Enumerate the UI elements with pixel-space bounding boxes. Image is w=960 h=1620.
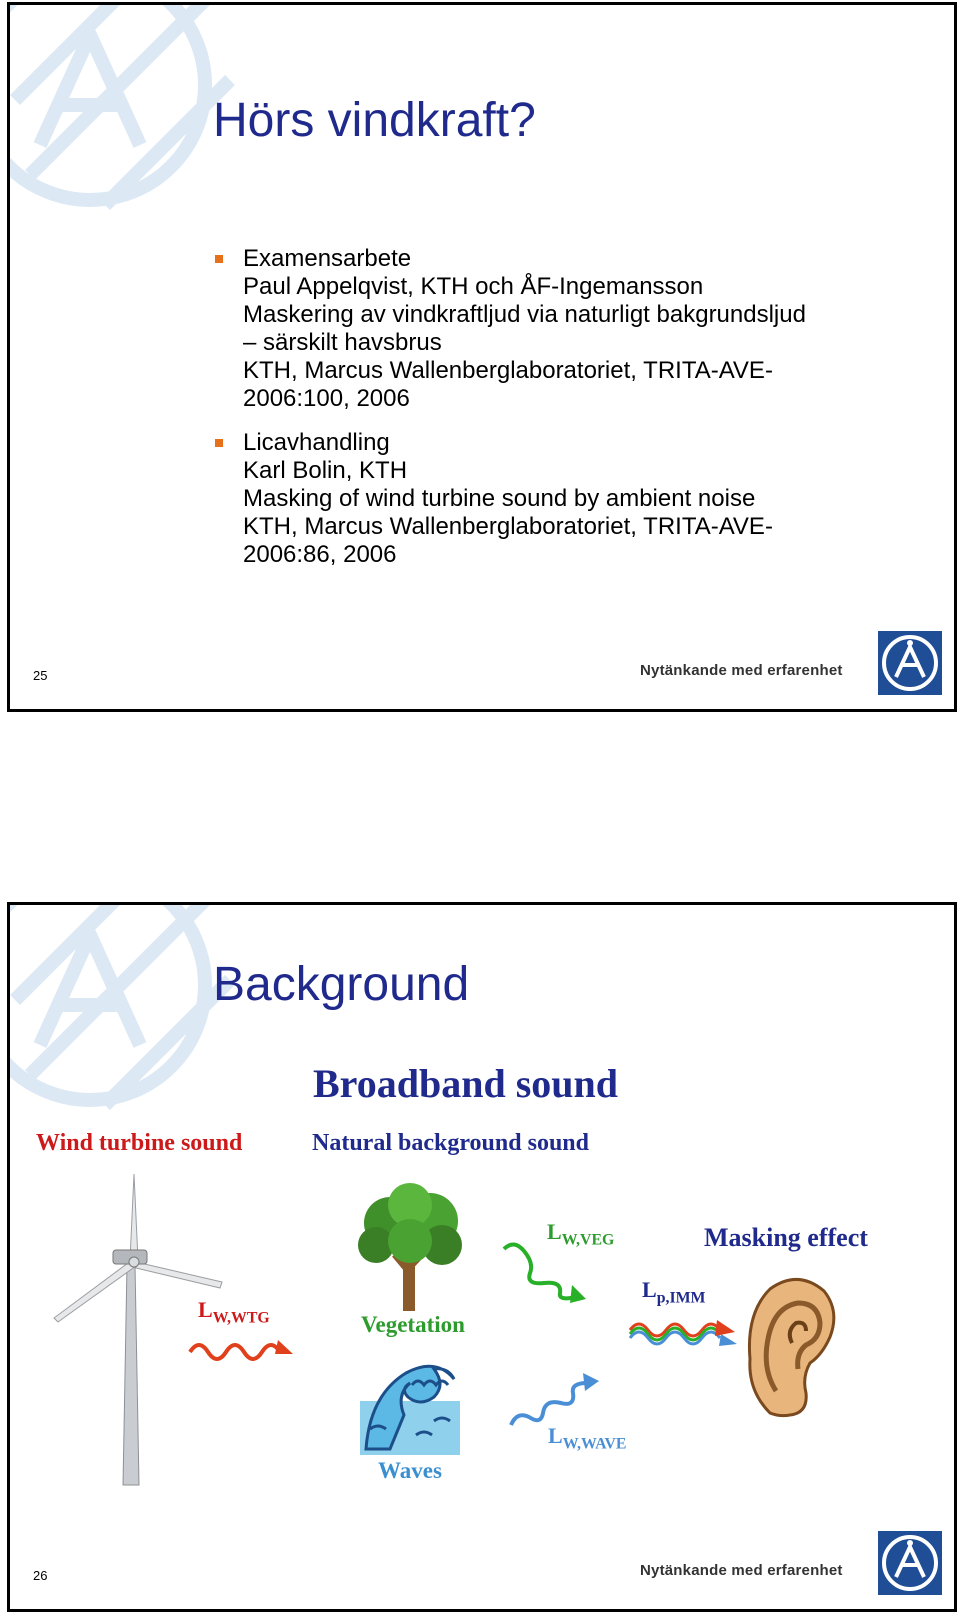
waves-label: Waves	[378, 1458, 442, 1483]
bullet-line: – särskilt havsbrus	[243, 329, 442, 356]
bullet-line: Licavhandling	[243, 429, 390, 456]
bullet-item	[215, 245, 806, 413]
ocean-wave-icon	[360, 1355, 460, 1455]
lw-wave-sub: W,WAVE	[562, 1435, 627, 1453]
lw-wtg-label	[198, 1297, 270, 1328]
veg-sound-wave-icon	[500, 1237, 600, 1307]
ear-icon	[740, 1273, 840, 1418]
lw-veg-main: L	[547, 1219, 562, 1244]
lw-wave-main: L	[548, 1423, 563, 1448]
combined-sound-wave-icon	[625, 1310, 740, 1350]
bullet-line: Examensarbete	[243, 245, 412, 272]
footer-slogan: Nytänkande med erfarenhet	[640, 1562, 843, 1579]
af-logo-icon	[878, 1531, 942, 1595]
wtg-sound-wave-icon	[185, 1330, 300, 1370]
natural-background-label: Natural background sound	[312, 1130, 589, 1156]
af-watermark-icon	[10, 905, 270, 1165]
slide-number: 26	[33, 1568, 48, 1583]
bullet-line: KTH, Marcus Wallenberglaboratoriet, TRITA-AVE-	[243, 357, 773, 384]
bullet-line: Masking of wind turbine sound by ambient noise	[243, 485, 756, 512]
lw-wtg-sub: W,WTG	[212, 1309, 270, 1327]
slide-number: 25	[33, 668, 48, 683]
lp-imm-main: L	[642, 1277, 657, 1302]
slide-26	[7, 902, 957, 1612]
lp-imm-sub: p,IMM	[656, 1289, 706, 1307]
lw-veg-sub: W,VEG	[561, 1231, 615, 1249]
bullet-line: KTH, Marcus Wallenberglaboratoriet, TRITA-AVE-	[243, 513, 773, 540]
vegetation-label: Vegetation	[361, 1312, 465, 1337]
wind-turbine-sound-label: Wind turbine sound	[36, 1130, 243, 1156]
bullet-line: 2006:86, 2006	[243, 541, 397, 568]
af-logo-icon	[878, 631, 942, 695]
bullet-line: Karl Bolin, KTH	[243, 457, 408, 484]
slide-25	[7, 2, 957, 712]
lw-wave-label	[548, 1423, 626, 1454]
slide-title: Background	[213, 958, 470, 1011]
slide-title: Hörs vindkraft?	[213, 94, 536, 147]
lp-imm-label	[642, 1277, 706, 1308]
bullet-list	[215, 245, 806, 585]
broadband-heading: Broadband sound	[313, 1061, 618, 1106]
tree-icon	[350, 1183, 470, 1313]
footer-slogan: Nytänkande med erfarenhet	[640, 662, 843, 679]
bullet-line: Paul Appelqvist, KTH och ÅF-Ingemansson	[243, 273, 704, 300]
bullet-line: Maskering av vindkraftljud via naturligt bakgrundsljud	[243, 301, 806, 328]
bullet-item	[215, 429, 806, 569]
lw-wtg-main: L	[198, 1297, 213, 1322]
masking-effect-label: Masking effect	[704, 1223, 868, 1252]
bullet-line: 2006:100, 2006	[243, 385, 410, 412]
